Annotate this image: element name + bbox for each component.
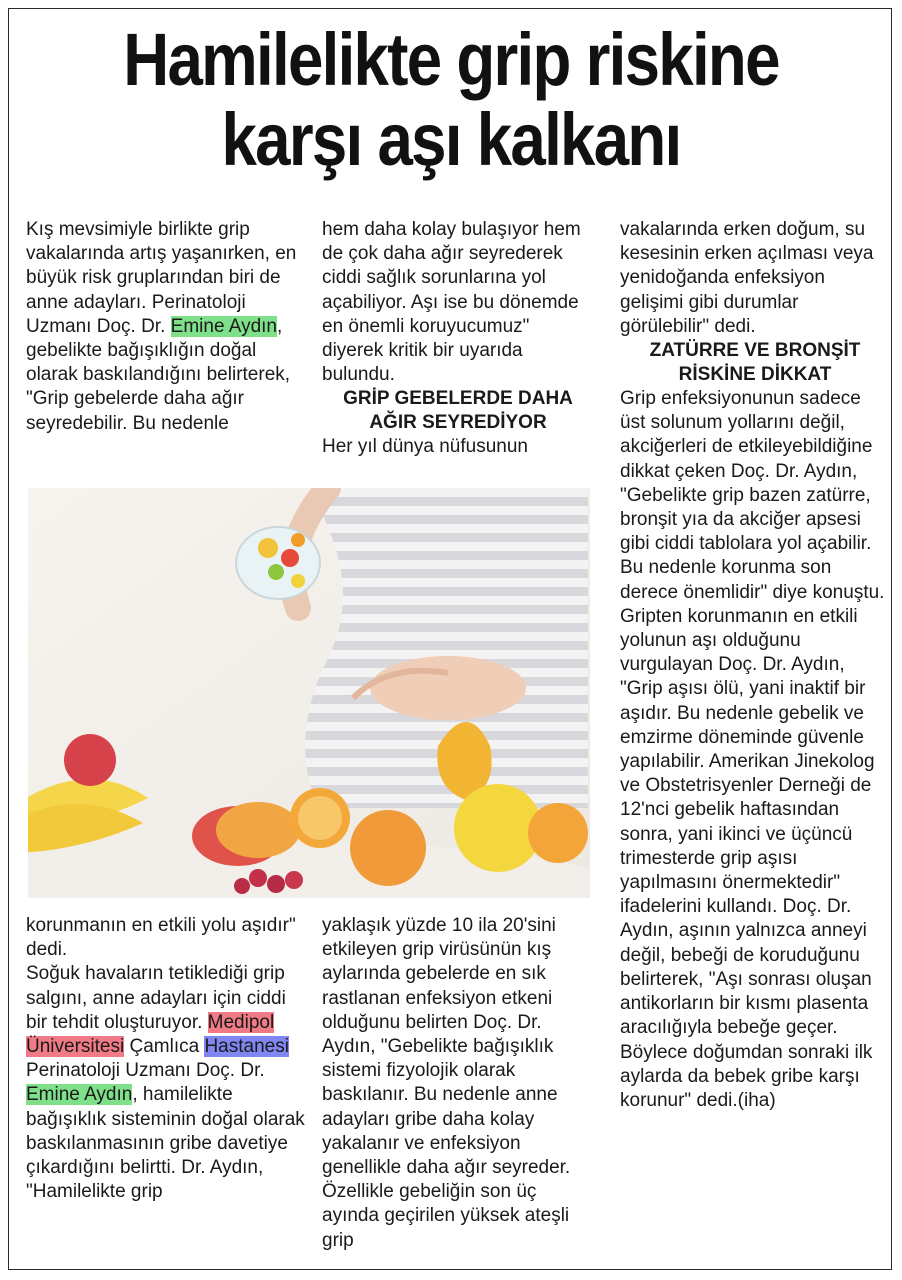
text-run: Kış mevsimiyle birlikte grip vakalarında artış yaşanırken, en büyük risk gruplarından biri de anne adayları. Perinatoloji Uzmanı Doç. Dr. xyxy=(26,219,297,337)
headline-line-2: karşı aşı kalkanı xyxy=(221,98,681,181)
column-3 xyxy=(620,218,890,1113)
paragraph xyxy=(26,218,308,436)
text-run: Soğuk havaların tetiklediği grip salgını, anne adayları için ciddi bir tehdit oluşturuyor. xyxy=(26,963,286,1033)
paragraph: vakalarında erken doğum, su kesesinin erken açılması veya yenidoğanda enfeksiyon gelişimi gibi durumlar görülebilir" dedi. xyxy=(620,219,874,337)
column-1-top xyxy=(26,218,308,436)
paragraph: Her yıl dünya nüfusunun xyxy=(322,436,528,458)
paragraph: korunmanın en etkili yolu aşıdır" dedi. xyxy=(26,915,296,961)
text-run: , hamilelikte bağışıklık sisteminin doğal olarak baskılanmasının gribe davetiye çıkardığını belirtti. Dr. Aydın, "Hamilelikte grip xyxy=(26,1084,305,1203)
paragraph: yaklaşık yüzde 10 ila 20'sini etkileyen grip virüsünün kış aylarında gebelerde en sık rastlanan enfeksiyon etkeni olduğunu belirten Doç. Dr. Aydın, "Gebelikte bağışıklık sistemi fizyolojik olarak baskılanır. Bu nedenle anne adayları gribe daha kolay yakalanır ve enfeksiyon genellikle daha ağır seyreder. Özellikle gebeliğin son üç ayında geçirilen yüksek ateşli grip xyxy=(322,915,571,1251)
paragraph: Grip enfeksiyonunun sadece üst solunum yollarını değil, akciğerleri de etkileyebildiğine dikkat çeken Doç. Dr. Aydın, "Gebelikte grip bazen zatürre, bronşit yıa da akciğer apsesi gibi ciddi tablolara yol açabilir. Bu nedenle korunma son derece önemlidir" diye konuştu. Gripten korunmanın en etkili yolunun aşı olduğunu vurgulayan Doç. Dr. Aydın, "Grip aşısı ölü, yani inaktif bir aşıdır. Bu nedenle gebelik ve emzirme döneminde güvenle yapılabilir. Amerikan Jinekolog ve Obstetrisyenler Derneği de 12'nci gebelik haftasından sonra, yani ikinci ve üçüncü trimesterde grip aşısı yapılmasını önermektedir" ifadelerini kullandı. Doç. Dr. Aydın, aşının yalnızca anneyi değil, bebeği de koruduğunu belirterek, "Aşı sonrası oluşan antikorların bir kısmı plasenta aracılığıyla bebeğe geçer. Böylece doğumdan sonraki ilk aylarda da bebek gribe karşı korunur" dedi.(iha) xyxy=(620,388,885,1111)
article-photo xyxy=(28,488,590,898)
subheading: GRİP GEBELERDE DAHA AĞIR SEYREDİYOR xyxy=(343,388,573,434)
column-2-top xyxy=(322,218,594,460)
highlight-name: Emine Aydın xyxy=(170,315,277,337)
headline-line-1: Hamilelikte grip riskine xyxy=(123,18,779,101)
highlight-name: Emine Aydın xyxy=(26,1084,133,1106)
hand xyxy=(370,656,526,720)
headline xyxy=(73,20,828,180)
text-run: , gebelikte bağışıklığın doğal olarak baskılandığını belirterek, "Grip gebelerde daha ağır seyredebilir. Bu nedenle xyxy=(26,315,291,434)
text-run: Çamlıca xyxy=(124,1036,205,1058)
column-1-bottom xyxy=(26,914,308,1204)
highlight-hospital: Hastanesi xyxy=(204,1036,289,1058)
apple xyxy=(64,734,116,786)
column-2-bottom xyxy=(322,914,594,1253)
fruit-bowl xyxy=(236,527,320,599)
text-run: Perinatoloji Uzmanı Doç. Dr. xyxy=(26,1060,265,1082)
paragraph: hem daha kolay bulaşıyor hem de çok daha ağır seyrederek ciddi sağlık sorunlarına yol açabiliyor. Aşı ise bu dönemde en önemli koruyucumuz" diyerek kritik bir uyarıda bulundu. xyxy=(322,219,581,386)
pregnancy-fruit-illustration xyxy=(28,488,590,898)
subheading: ZATÜRRE VE BRONŞİT RİSKİNE DİKKAT xyxy=(649,340,861,386)
highlight-university: Medipol Üniversitesi xyxy=(26,1011,275,1058)
paragraph xyxy=(26,962,308,1204)
